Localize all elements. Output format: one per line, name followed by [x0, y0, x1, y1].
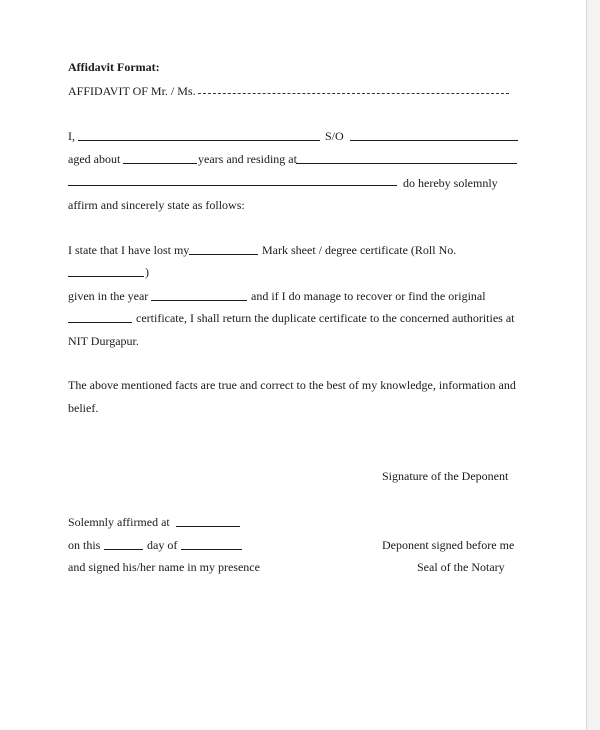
identity-prefix: I, — [68, 129, 75, 143]
parent-name-blank — [350, 140, 518, 141]
return-duplicate-text: certificate, I shall return the duplicate certificate to the concerned authorities at — [136, 311, 515, 325]
address-blank-2 — [68, 185, 397, 186]
deponent-signed-label: Deponent signed before me — [382, 538, 515, 552]
do-hereby-label: do hereby solemnly — [403, 176, 498, 190]
on-this-label: on this — [68, 538, 101, 552]
facts-line-1: The above mentioned facts are true and correct to the best of my knowledge, information and — [68, 378, 516, 392]
day-blank — [104, 549, 143, 550]
affirm-statement: affirm and sincerely state as follows: — [68, 198, 245, 212]
roll-number-blank — [68, 276, 144, 277]
certificate-type-blank — [68, 322, 132, 323]
facts-line-2: belief. — [68, 401, 99, 415]
lost-item-blank — [189, 254, 258, 255]
lost-suffix: Mark sheet / degree certificate (Roll No. — [262, 243, 457, 257]
deponent-signature-label: Signature of the Deponent — [382, 469, 509, 483]
month-blank — [181, 549, 242, 550]
viewer-scroll-edge — [587, 0, 600, 730]
years-residing-label: years and residing at — [198, 152, 297, 166]
address-blank-1 — [296, 163, 517, 164]
document-heading: Affidavit Format: — [68, 60, 160, 74]
institution-text: NIT Durgapur. — [68, 334, 139, 348]
name-blank-dashed — [198, 93, 509, 94]
affirmed-at-label: Solemnly affirmed at — [68, 515, 170, 529]
signed-presence-label: and signed his/her name in my presence — [68, 560, 260, 574]
day-of-label: day of — [147, 538, 178, 552]
place-blank — [176, 526, 240, 527]
name-blank — [78, 140, 320, 141]
affidavit-title-line: AFFIDAVIT OF Mr. / Ms. — [68, 84, 196, 98]
lost-prefix: I state that I have lost my — [68, 243, 190, 257]
year-blank — [151, 300, 247, 301]
given-in-year-label: given in the year — [68, 289, 149, 303]
if-recover-text: and if I do manage to recover or find the original — [251, 289, 486, 303]
close-paren: ) — [145, 265, 149, 279]
age-blank — [123, 163, 197, 164]
relation-label: S/O — [325, 129, 344, 143]
aged-about-label: aged about — [68, 152, 121, 166]
notary-seal-label: Seal of the Notary — [417, 560, 505, 574]
